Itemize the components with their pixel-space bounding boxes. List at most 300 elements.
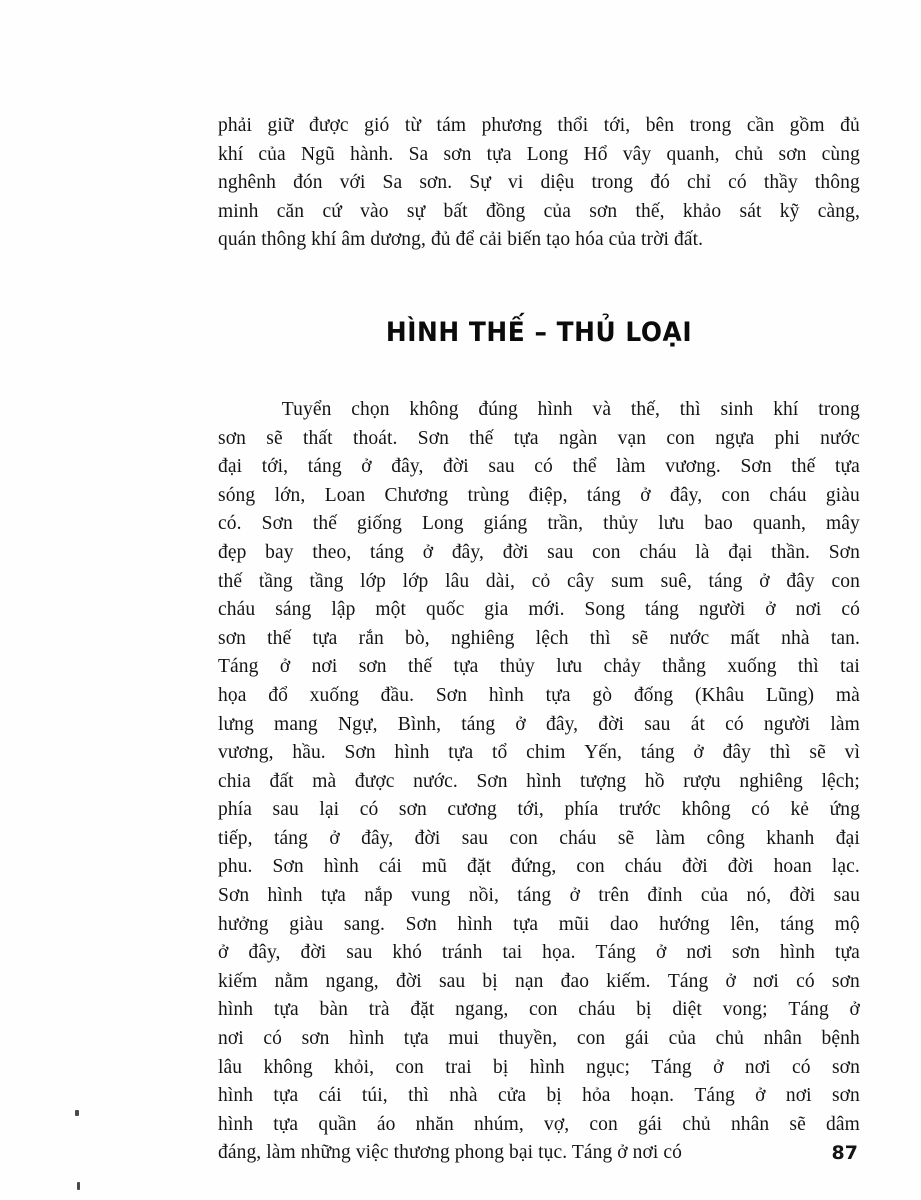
- spacer: [218, 255, 860, 317]
- word: trà: [368, 999, 390, 1021]
- word: đẹp: [218, 541, 247, 563]
- word: có: [728, 172, 747, 194]
- word: cỏ: [531, 570, 551, 592]
- word: sơn: [301, 1028, 330, 1050]
- word: con: [576, 1028, 606, 1050]
- word: Sơn: [344, 742, 376, 764]
- word: dâm: [826, 1113, 860, 1135]
- word: đời: [502, 541, 529, 563]
- text-line: [218, 825, 860, 854]
- word: của: [700, 885, 729, 907]
- word: thì: [589, 627, 611, 649]
- word: sơn: [831, 1056, 860, 1078]
- word: hồ: [644, 770, 665, 792]
- word: xuống: [727, 656, 777, 678]
- word: Ngự,: [337, 713, 378, 735]
- text-line: [218, 653, 860, 682]
- word: vợ,: [544, 1113, 570, 1135]
- word: táng: [370, 541, 404, 563]
- word: đời: [598, 713, 625, 735]
- word: có.: [218, 513, 242, 535]
- word: Sơn: [417, 427, 449, 449]
- word: đồng: [485, 200, 526, 222]
- word: không: [409, 398, 459, 420]
- word: trùng: [467, 484, 510, 506]
- word: lâu: [218, 1056, 243, 1078]
- word: táng: [780, 913, 815, 935]
- word: nhúm,: [474, 1113, 524, 1135]
- text-line: [218, 853, 860, 882]
- word: rắn: [358, 627, 384, 649]
- word: quanh,: [752, 513, 806, 535]
- word: Sơn: [828, 541, 860, 563]
- word: mang: [274, 713, 318, 735]
- word: hưởng: [218, 913, 269, 935]
- word: gái: [624, 1028, 650, 1050]
- word: chủ: [682, 1113, 711, 1135]
- word: đây,: [545, 713, 579, 735]
- word: gò: [592, 684, 613, 706]
- word: con: [666, 427, 695, 449]
- word: tầng: [309, 570, 344, 592]
- word: Hổ: [583, 143, 608, 165]
- word: có: [263, 1028, 282, 1050]
- word: vương,: [218, 742, 274, 764]
- paragraph-indent: [218, 396, 262, 425]
- word: kỹ: [779, 200, 800, 222]
- word: điệp,: [528, 484, 568, 506]
- word: họa: [218, 684, 247, 706]
- word: đứng,: [511, 856, 557, 878]
- word: tựa: [453, 656, 479, 678]
- word: sau: [461, 827, 489, 849]
- word: chim: [526, 742, 566, 764]
- word: bò,: [405, 627, 430, 649]
- word: hầu.: [292, 742, 326, 764]
- word: nhân: [730, 1113, 770, 1135]
- word: thì: [769, 742, 791, 764]
- word: chỉ: [686, 172, 712, 194]
- word: táng: [517, 885, 552, 907]
- paragraph-body: [218, 396, 860, 1168]
- word: vào: [360, 200, 389, 222]
- word: ở: [693, 742, 704, 764]
- word: thổi: [557, 115, 589, 136]
- word: đón: [293, 172, 323, 194]
- word: một: [375, 599, 407, 621]
- word: lưu: [658, 513, 685, 535]
- word: phía: [218, 799, 252, 821]
- word: hướng: [659, 913, 710, 935]
- word: Long: [526, 143, 569, 165]
- word: lệch;: [821, 770, 860, 792]
- word: vi: [508, 172, 524, 194]
- word: đời: [395, 970, 422, 992]
- scan-artifact-speck: [75, 1110, 79, 1116]
- word: đời: [414, 827, 441, 849]
- word: thần.: [771, 541, 811, 563]
- page-content: [218, 112, 860, 1168]
- word: Táng: [651, 1056, 692, 1078]
- paragraph-intro: [218, 112, 860, 255]
- word: ngang,: [325, 970, 379, 992]
- word: thất: [303, 427, 333, 449]
- text-line: [218, 510, 860, 539]
- word: ở: [765, 599, 776, 621]
- word: Táng: [694, 1085, 735, 1107]
- word: bao: [704, 513, 733, 535]
- word: hỏa: [582, 1085, 611, 1107]
- word: sơn: [398, 799, 427, 821]
- word: nhà: [781, 627, 810, 649]
- word: có: [792, 1056, 811, 1078]
- word: không: [681, 799, 731, 821]
- word: trong: [689, 115, 732, 136]
- word: táng: [273, 827, 308, 849]
- word: con: [831, 570, 860, 592]
- word: táng: [645, 599, 679, 621]
- word: có: [841, 599, 860, 621]
- word: sau: [833, 885, 860, 907]
- word: sự: [406, 200, 426, 222]
- word: tựa: [513, 913, 539, 935]
- word: nơi: [686, 942, 713, 964]
- text-line: [218, 425, 860, 454]
- word: mới.: [528, 599, 565, 621]
- word: nước.: [413, 770, 458, 792]
- word: suê,: [660, 570, 692, 592]
- word: sáng: [275, 599, 312, 621]
- word: Sơn: [740, 456, 772, 478]
- word: đây,: [361, 827, 394, 849]
- text-line: quán thông khí âm dương, đủ để cải biến tạo hóa của trời đất.: [218, 229, 704, 251]
- text-line: [218, 596, 860, 625]
- word: ngàn: [559, 427, 598, 449]
- word: tiếp,: [218, 827, 253, 849]
- word: áo: [376, 1113, 396, 1135]
- text-line: [218, 768, 860, 797]
- word: cùng: [821, 143, 860, 165]
- word: mũ: [421, 856, 447, 878]
- word: tới,: [603, 115, 631, 136]
- word: tựa: [312, 627, 338, 649]
- word: chủ: [734, 143, 764, 165]
- word: sau: [438, 970, 466, 992]
- word: sẽ: [809, 742, 826, 764]
- word: thế,: [630, 398, 660, 420]
- word: tới,: [261, 456, 289, 478]
- word: tầng: [258, 570, 293, 592]
- text-line: [218, 1054, 860, 1083]
- word: khó: [392, 942, 422, 964]
- word: Táng: [788, 999, 829, 1021]
- word: táng: [461, 713, 496, 735]
- word: ở: [725, 970, 736, 992]
- word: ở: [515, 713, 526, 735]
- word: hình: [457, 913, 493, 935]
- word: của: [668, 1028, 696, 1050]
- word: thì: [408, 1085, 429, 1107]
- word: đây,: [391, 456, 424, 478]
- word: ở: [569, 885, 581, 907]
- word: Loan: [324, 484, 366, 506]
- word: với: [339, 172, 366, 194]
- word: đổ: [268, 684, 288, 706]
- word: được: [354, 770, 395, 792]
- word: vạn: [617, 427, 647, 449]
- word: sát: [739, 200, 762, 222]
- word: nồi,: [468, 885, 499, 907]
- word: bất: [443, 200, 468, 222]
- word: sơn: [443, 143, 472, 165]
- word: không: [263, 1056, 313, 1078]
- word: tai: [502, 942, 523, 964]
- word: cứ: [322, 200, 342, 222]
- text-line: đáng, làm những việc thương phong bại tục. Táng ở nơi có: [218, 1142, 683, 1164]
- word: mất: [730, 627, 760, 649]
- word: (Khâu: [694, 684, 745, 706]
- text-line: [218, 911, 860, 940]
- word: hình: [218, 1113, 254, 1135]
- word: bệnh: [821, 1028, 860, 1050]
- word: sẽ: [617, 827, 635, 849]
- word: thế: [469, 427, 494, 449]
- word: sau: [547, 541, 574, 563]
- word: vung: [411, 885, 451, 907]
- word: nạn: [514, 970, 544, 992]
- word: khảo: [682, 200, 722, 222]
- word: bị: [546, 1085, 562, 1107]
- word: con: [592, 541, 621, 563]
- word: bay: [265, 541, 294, 563]
- word: người: [698, 599, 746, 621]
- word: cương: [447, 799, 497, 821]
- word: sinh: [720, 398, 754, 420]
- word: ở: [422, 541, 434, 563]
- word: sơn: [218, 627, 246, 649]
- word: sum: [611, 570, 644, 592]
- text-line: [218, 625, 860, 654]
- word: được: [309, 115, 349, 136]
- word: cái: [378, 856, 402, 878]
- word: sau: [488, 456, 515, 478]
- word: bị: [482, 970, 498, 992]
- word: hình: [349, 1028, 385, 1050]
- word: tựa: [834, 942, 860, 964]
- word: trên: [598, 885, 630, 907]
- word: nơi: [744, 1056, 771, 1078]
- word: táng: [640, 742, 675, 764]
- word: gió: [364, 115, 390, 136]
- word: căn: [276, 200, 305, 222]
- word: hành.: [350, 143, 394, 165]
- word: đỉnh: [647, 885, 683, 907]
- word: thế: [312, 513, 337, 535]
- word: vây: [622, 143, 652, 165]
- text-line: [218, 711, 860, 740]
- word: và: [592, 398, 612, 420]
- word: xuống: [309, 684, 359, 706]
- word: có: [725, 713, 744, 735]
- text-line: [218, 169, 860, 198]
- word: táng: [708, 570, 743, 592]
- word: Chương: [384, 484, 449, 506]
- word: trong: [591, 172, 634, 194]
- word: đại: [835, 827, 860, 849]
- page-number: 87: [831, 1142, 858, 1164]
- word: khí: [773, 398, 799, 420]
- word: đây,: [451, 541, 484, 563]
- word: gồm: [789, 115, 825, 136]
- text-line: [218, 939, 860, 968]
- word: phương: [481, 115, 543, 136]
- word: cần: [746, 115, 775, 136]
- word: sơn: [831, 970, 860, 992]
- word: đây,: [670, 484, 703, 506]
- word: người: [763, 713, 811, 735]
- text-line: [218, 682, 860, 711]
- word: đao: [560, 970, 590, 992]
- text-line: [218, 141, 860, 170]
- word: đó: [650, 172, 670, 194]
- word: từ: [404, 115, 422, 136]
- word: đại: [218, 456, 243, 478]
- word: đống: [633, 684, 674, 706]
- text-line: [218, 739, 860, 768]
- word: sơn.: [419, 172, 453, 194]
- word: phía: [564, 799, 599, 821]
- word: vong;: [722, 999, 768, 1021]
- word: thủy: [603, 513, 639, 535]
- word: nằm: [274, 970, 309, 992]
- word: thế: [267, 627, 292, 649]
- word: gái: [638, 1113, 663, 1135]
- word: phi: [774, 427, 800, 449]
- word: sơn: [218, 427, 246, 449]
- word: mây: [826, 513, 860, 535]
- text-line: [218, 539, 860, 568]
- word: nơi: [311, 656, 338, 678]
- word: gia: [484, 599, 509, 621]
- text-line: [218, 996, 860, 1025]
- text-line: [218, 453, 860, 482]
- word: đúng: [478, 398, 518, 420]
- word: lớp: [402, 570, 429, 592]
- word: bị: [636, 999, 652, 1021]
- word: sang.: [343, 913, 385, 935]
- word: nhà: [449, 1085, 478, 1107]
- word: kiếm: [218, 970, 258, 992]
- word: hình: [323, 856, 359, 878]
- text-line: [218, 882, 860, 911]
- word: Sa: [382, 172, 403, 194]
- word: đời: [300, 942, 327, 964]
- word: túi,: [361, 1085, 388, 1107]
- word: cây: [567, 570, 595, 592]
- word: Tuyển: [281, 398, 332, 420]
- word: mui: [448, 1028, 479, 1050]
- word: bên: [645, 115, 675, 136]
- word: đời: [682, 856, 708, 878]
- word: Yến,: [584, 742, 622, 764]
- word: có: [359, 799, 379, 821]
- word: nghiêng: [739, 770, 803, 792]
- word: thế: [791, 456, 816, 478]
- word: sau: [272, 799, 299, 821]
- word: con: [589, 1113, 618, 1135]
- text-line: [218, 968, 860, 997]
- word: con: [395, 1056, 424, 1078]
- word: mộ: [834, 913, 860, 935]
- word: càng,: [817, 200, 860, 222]
- word: quốc: [426, 599, 465, 621]
- word: ở: [361, 456, 372, 478]
- word: táng: [307, 456, 342, 478]
- word: mà: [312, 770, 337, 792]
- word: quanh,: [666, 143, 720, 165]
- text-line: [218, 1082, 860, 1111]
- word: hình: [526, 770, 562, 792]
- word: thế: [408, 656, 433, 678]
- word: Long: [421, 513, 464, 535]
- word: chủ: [715, 1028, 745, 1050]
- word: lớn,: [274, 484, 306, 506]
- word: con: [721, 484, 750, 506]
- word: lớp: [360, 570, 386, 592]
- word: đời: [443, 456, 469, 478]
- word: thoát.: [352, 427, 398, 449]
- word: ngựa: [715, 427, 755, 449]
- text-line: [218, 568, 860, 597]
- word: khí: [218, 143, 244, 165]
- word: hình: [779, 942, 815, 964]
- word: quần: [318, 1113, 357, 1135]
- word: cháu: [624, 856, 662, 878]
- word: làm: [655, 827, 686, 849]
- word: đất: [269, 770, 294, 792]
- word: có: [796, 970, 815, 992]
- word: Sơn: [476, 770, 508, 792]
- word: đời: [727, 856, 754, 878]
- scan-artifact-speck: [77, 1182, 80, 1190]
- word: làm: [830, 713, 860, 735]
- word: tựa: [486, 143, 512, 165]
- word: theo,: [312, 541, 352, 563]
- word: minh: [218, 200, 259, 222]
- word: hình: [529, 1056, 565, 1078]
- word: ở: [849, 999, 860, 1021]
- word: thì: [797, 656, 819, 678]
- word: của: [258, 143, 286, 165]
- word: hình: [218, 1085, 254, 1107]
- word: ở: [640, 484, 651, 506]
- word: ở: [759, 570, 770, 592]
- word: Táng: [595, 942, 637, 964]
- word: sẽ: [266, 427, 283, 449]
- word: Táng: [218, 656, 259, 678]
- word: cháu: [639, 541, 677, 563]
- word: sơn: [732, 942, 760, 964]
- word: con: [529, 999, 558, 1021]
- word: Táng: [667, 970, 709, 992]
- word: giữ: [267, 115, 294, 136]
- word: thủy: [499, 656, 535, 678]
- word: Sơn: [218, 885, 250, 907]
- word: thẳng: [662, 656, 706, 678]
- word: con: [509, 827, 538, 849]
- word: đủ: [840, 115, 860, 136]
- word: đây: [786, 570, 815, 592]
